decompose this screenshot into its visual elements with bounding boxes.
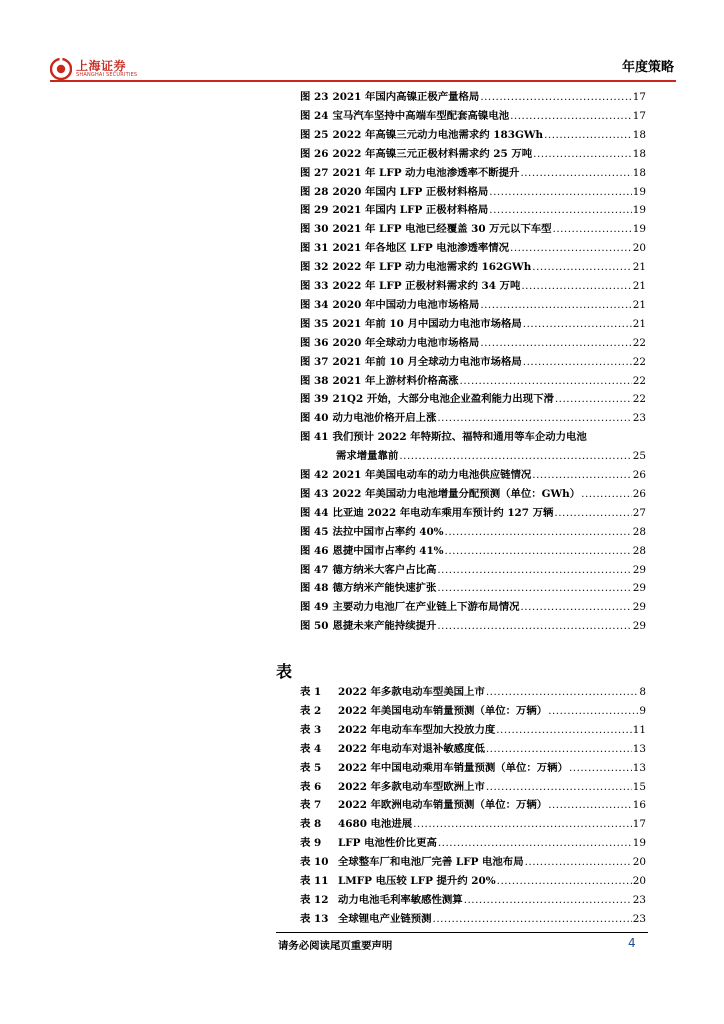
- figure-entry[interactable]: [300, 542, 646, 560]
- table-entry[interactable]: [300, 910, 646, 928]
- figure-entry[interactable]: [300, 164, 646, 182]
- entry-page: 13: [632, 761, 646, 774]
- figure-entry[interactable]: [300, 126, 646, 144]
- entry-page: 27: [632, 506, 646, 519]
- dot-leader: [437, 412, 631, 424]
- entry-title: 2021 年前 10 月中国动力电池市场格局: [332, 317, 522, 330]
- entry-title: 21Q2 开始，大部分电池企业盈利能力出现下滑: [332, 393, 554, 406]
- dot-leader: [497, 875, 632, 887]
- entry-title: 比亚迪 2022 年电动车乘用车预计约 127 万辆: [332, 506, 554, 519]
- entry-page: 28: [632, 544, 646, 557]
- entry-page: 16: [632, 799, 646, 812]
- entry-page: 21: [632, 280, 646, 292]
- entry-number: 图 45: [300, 525, 329, 538]
- dot-leader: [437, 582, 631, 594]
- dot-leader: [525, 856, 632, 868]
- brand-logo-en: SHANGHAI SECURITIES: [76, 72, 138, 78]
- entry-title: 2020 年国内 LFP 正极材料格局: [332, 185, 489, 198]
- table-entry[interactable]: [300, 815, 646, 833]
- figure-entry[interactable]: [300, 617, 646, 635]
- table-entry[interactable]: [300, 740, 646, 758]
- brand-logo-icon: [50, 58, 72, 80]
- dot-leader: [489, 204, 632, 216]
- entry-number: 图 37: [300, 355, 329, 368]
- page-header: [50, 54, 676, 80]
- entry-page: 23: [632, 412, 646, 425]
- dot-leader: [486, 686, 639, 698]
- entry-title: 2021 年上游材料价格高涨: [332, 374, 459, 387]
- figure-entry[interactable]: [300, 390, 646, 408]
- figure-entry[interactable]: [300, 296, 646, 314]
- entry-number: 表 1: [300, 686, 322, 698]
- figure-entry[interactable]: [300, 201, 646, 219]
- entry-title: 4680 电池进展: [338, 818, 413, 831]
- entry-page: 18: [632, 128, 646, 141]
- dot-leader: [437, 620, 631, 632]
- dot-leader: [521, 280, 631, 292]
- dot-leader: [544, 129, 632, 141]
- dot-leader: [581, 488, 632, 500]
- dot-leader: [520, 167, 631, 179]
- entry-page: 8: [639, 686, 646, 698]
- table-entry[interactable]: [300, 683, 646, 701]
- table-entry[interactable]: [300, 891, 646, 909]
- table-entry[interactable]: [300, 702, 646, 720]
- figure-entry[interactable]: [300, 409, 646, 427]
- figure-entry-continued[interactable]: [300, 447, 646, 465]
- dot-leader: [460, 375, 632, 387]
- entry-number: 图 27: [300, 166, 329, 179]
- entry-title: 全球整车厂和电池厂完善 LFP 电池布局: [338, 856, 524, 869]
- entry-title: 2022 年中国电动乘用车销量预测（单位：万辆）: [338, 761, 568, 774]
- entry-title: 2020 年中国动力电池市场格局: [332, 298, 480, 311]
- entry-title: 2021 年美国电动车的动力电池供应链情况: [332, 469, 532, 481]
- entry-page: 18: [632, 166, 646, 179]
- entry-title: 2021 年 LFP 动力电池渗透率不断提升: [332, 166, 520, 179]
- entry-title: 法拉中国市占率约 40%: [332, 525, 444, 538]
- entry-title: 2020 年全球动力电池市场格局: [332, 336, 480, 349]
- dot-leader: [480, 299, 631, 311]
- entry-page: 22: [632, 336, 646, 349]
- table-entry[interactable]: [300, 872, 646, 890]
- entry-title: 恩捷未来产能持续提升: [332, 620, 437, 633]
- dot-leader: [399, 450, 631, 462]
- dot-leader: [569, 762, 632, 774]
- brand-logo-cn: 上海证券: [76, 59, 127, 73]
- entry-number: 表 10: [300, 856, 329, 869]
- figure-entry[interactable]: [300, 485, 646, 503]
- figure-entry[interactable]: [300, 183, 646, 201]
- page-number: 4: [628, 936, 636, 950]
- entry-title: 2022 年多款电动车型美国上市: [338, 686, 485, 698]
- entry-page: 20: [632, 875, 646, 887]
- entry-page: 19: [632, 837, 646, 850]
- entry-page: 23: [632, 912, 646, 925]
- entry-title: 2022 年多款电动车型欧洲上市: [338, 780, 485, 793]
- entry-page: 19: [632, 204, 646, 217]
- figure-entry[interactable]: [300, 258, 646, 276]
- dot-leader: [445, 526, 632, 538]
- dot-leader: [532, 469, 632, 481]
- entry-number: 图 49: [300, 601, 329, 614]
- entry-number: 图 35: [300, 317, 329, 330]
- entry-page: 29: [632, 620, 646, 633]
- table-entry[interactable]: [300, 778, 646, 796]
- dot-leader: [523, 318, 632, 330]
- dot-leader: [486, 781, 632, 793]
- entry-page: 20: [632, 856, 646, 869]
- entry-page: 20: [632, 242, 646, 255]
- dot-leader: [554, 507, 631, 519]
- dot-leader: [555, 393, 632, 405]
- entry-title: 2021 年国内高镍正极产量格局: [332, 91, 480, 103]
- entry-page: 22: [632, 374, 646, 387]
- table-entry[interactable]: [300, 721, 646, 739]
- figure-entry[interactable]: [300, 145, 646, 163]
- entry-title: 主要动力电池厂在产业链上下游布局情况: [332, 601, 520, 614]
- entry-page: 22: [632, 393, 646, 406]
- dot-leader: [533, 148, 632, 160]
- entry-number: 图 34: [300, 298, 329, 311]
- entry-number: 图 47: [300, 563, 329, 576]
- entry-number: 表 6: [300, 780, 322, 793]
- dot-leader: [464, 894, 632, 906]
- dot-leader: [553, 223, 632, 235]
- dot-leader: [510, 242, 632, 254]
- table-entry[interactable]: [300, 796, 646, 814]
- entry-page: 17: [632, 109, 646, 122]
- entry-number: 图 36: [300, 336, 329, 349]
- figure-entry[interactable]: [300, 579, 646, 597]
- dot-leader: [438, 837, 632, 849]
- entry-title: 2021 年国内 LFP 正极材料格局: [332, 204, 489, 217]
- entry-page: 21: [632, 317, 646, 330]
- entry-page: 11: [632, 723, 646, 736]
- figure-entry[interactable]: [300, 372, 646, 390]
- dot-leader: [413, 818, 632, 830]
- entry-page: 17: [632, 91, 646, 103]
- entry-number: 表 3: [300, 723, 322, 736]
- entry-number: 图 43: [300, 487, 329, 500]
- figure-entry[interactable]: [300, 220, 646, 238]
- entry-title: 全球锂电产业链预测: [338, 912, 432, 925]
- entry-page: 19: [632, 185, 646, 198]
- entry-page: 26: [632, 469, 646, 481]
- entry-number: 表 2: [300, 704, 322, 717]
- entry-page: 21: [632, 261, 646, 274]
- entry-number: 图 32: [300, 261, 329, 274]
- figure-entry[interactable]: [300, 504, 646, 522]
- figure-entry[interactable]: [300, 353, 646, 371]
- entry-title: 2022 年美国动力电池增量分配预测（单位：GWh）: [332, 487, 581, 500]
- entry-title: 2022 年电动车对退补敏感度低: [338, 742, 485, 755]
- dot-leader: [532, 261, 632, 273]
- entry-page: 22: [632, 355, 646, 368]
- entry-title: 我们预计 2022 年特斯拉、福特和通用等车企动力电池: [332, 431, 587, 444]
- entry-number: 图 38: [300, 374, 329, 387]
- entry-number: 图 31: [300, 242, 329, 255]
- entry-number: 表 8: [300, 818, 322, 831]
- dot-leader: [480, 337, 631, 349]
- entry-title: 德方纳米大客户占比高: [332, 563, 437, 576]
- entry-title: 恩捷中国市占率约 41%: [332, 544, 444, 557]
- entry-page: 29: [632, 563, 646, 576]
- figure-entry[interactable]: [300, 561, 646, 579]
- header-divider: [50, 80, 676, 82]
- entry-title: 德方纳米产能快速扩张: [332, 582, 437, 595]
- dot-leader: [521, 601, 632, 613]
- entry-page: 28: [632, 525, 646, 538]
- entry-number: 图 33: [300, 280, 329, 292]
- entry-number: 图 42: [300, 469, 329, 481]
- entry-page: 15: [632, 780, 646, 793]
- entry-number: 表 7: [300, 799, 322, 812]
- dot-leader: [523, 356, 632, 368]
- entry-number: 图 26: [300, 147, 329, 160]
- dot-leader: [480, 91, 631, 103]
- footer-disclaimer[interactable]: 请务必阅读尾页重要声明: [278, 940, 393, 952]
- table-entry[interactable]: [300, 834, 646, 852]
- entry-number: 表 4: [300, 742, 322, 755]
- brand-logo: [50, 58, 137, 80]
- entry-title-continued: 需求增量靠前: [336, 450, 399, 463]
- entry-page: 19: [632, 223, 646, 236]
- table-entry[interactable]: [300, 853, 646, 871]
- entry-number: 图 39: [300, 393, 329, 406]
- entry-number: 表 12: [300, 893, 329, 906]
- entry-number: 图 41: [300, 431, 329, 444]
- entry-title: 动力电池价格开启上涨: [332, 412, 437, 425]
- figure-entry[interactable]: [300, 315, 646, 333]
- entry-number: 图 46: [300, 544, 329, 557]
- figure-entry[interactable]: [300, 428, 646, 446]
- entry-number: 表 13: [300, 912, 329, 925]
- figure-entry[interactable]: [300, 466, 646, 484]
- entry-page: 25: [632, 450, 646, 463]
- footer-divider: [276, 932, 648, 933]
- entry-number: 图 28: [300, 185, 329, 198]
- entry-number: 图 23: [300, 91, 329, 103]
- dot-leader: [548, 705, 638, 717]
- entry-page: 21: [632, 298, 646, 311]
- entry-title: 2022 年欧洲电动车销量预测（单位：万辆）: [338, 799, 548, 812]
- entry-title: 2022 年 LFP 正极材料需求约 34 万吨: [332, 280, 521, 292]
- entry-page: 26: [632, 487, 646, 500]
- entry-page: 29: [632, 582, 646, 595]
- entry-number: 图 40: [300, 412, 329, 425]
- entry-title: 2022 年高镍三元正极材料需求约 25 万吨: [332, 147, 533, 160]
- dot-leader: [433, 913, 632, 925]
- entry-page: 9: [639, 704, 646, 717]
- entry-number: 图 29: [300, 204, 329, 217]
- entry-title: 2022 年高镍三元动力电池需求约 183GWh: [332, 128, 544, 141]
- entry-page: 13: [632, 742, 646, 755]
- entry-number: 表 5: [300, 761, 322, 774]
- entry-number: 表 9: [300, 837, 322, 850]
- entry-title: 宝马汽车坚持中高端车型配套高镍电池: [332, 109, 510, 122]
- entry-number: 图 44: [300, 506, 329, 519]
- dot-leader: [496, 724, 632, 736]
- figure-entry[interactable]: [300, 239, 646, 257]
- entry-title: 2021 年 LFP 电池已经覆盖 30 万元以下车型: [332, 223, 552, 236]
- entry-title: 2022 年 LFP 动力电池需求约 162GWh: [332, 261, 532, 274]
- entry-number: 图 50: [300, 620, 329, 633]
- entry-number: 表 11: [300, 875, 329, 887]
- dot-leader: [510, 110, 632, 122]
- entry-title: 2022 年电动车车型加大投放力度: [338, 723, 496, 736]
- figure-entry[interactable]: [300, 598, 646, 616]
- dot-leader: [445, 545, 632, 557]
- dot-leader: [437, 564, 631, 576]
- entry-number: 图 48: [300, 582, 329, 595]
- dot-leader: [548, 799, 632, 811]
- entry-page: 18: [632, 147, 646, 160]
- entry-page: 29: [632, 601, 646, 614]
- entry-number: 图 30: [300, 223, 329, 236]
- entry-title: 2021 年前 10 月全球动力电池市场格局: [332, 355, 522, 368]
- dot-leader: [486, 743, 632, 755]
- entry-number: 图 24: [300, 109, 329, 122]
- dot-leader: [489, 186, 632, 198]
- tables-section-title: 表: [276, 662, 293, 681]
- table-entry[interactable]: [300, 759, 646, 777]
- entry-title: LFP 电池性价比更高: [338, 837, 437, 850]
- figure-entry[interactable]: [300, 334, 646, 352]
- entry-number: 图 25: [300, 128, 329, 141]
- entry-title: 2022 年美国电动车销量预测（单位：万辆）: [338, 704, 548, 717]
- entry-title: 2021 年各地区 LFP 电池渗透率情况: [332, 242, 510, 255]
- figure-entry[interactable]: [300, 88, 646, 106]
- figure-entry[interactable]: [300, 523, 646, 541]
- entry-page: 23: [632, 893, 646, 906]
- entry-title: LMFP 电压较 LFP 提升约 20%: [338, 875, 496, 887]
- figure-entry[interactable]: [300, 107, 646, 125]
- report-type-title: 年度策略: [621, 60, 674, 75]
- entry-page: 17: [632, 818, 646, 831]
- entry-title: 动力电池毛利率敏感性测算: [338, 893, 463, 906]
- figure-entry[interactable]: [300, 277, 646, 295]
